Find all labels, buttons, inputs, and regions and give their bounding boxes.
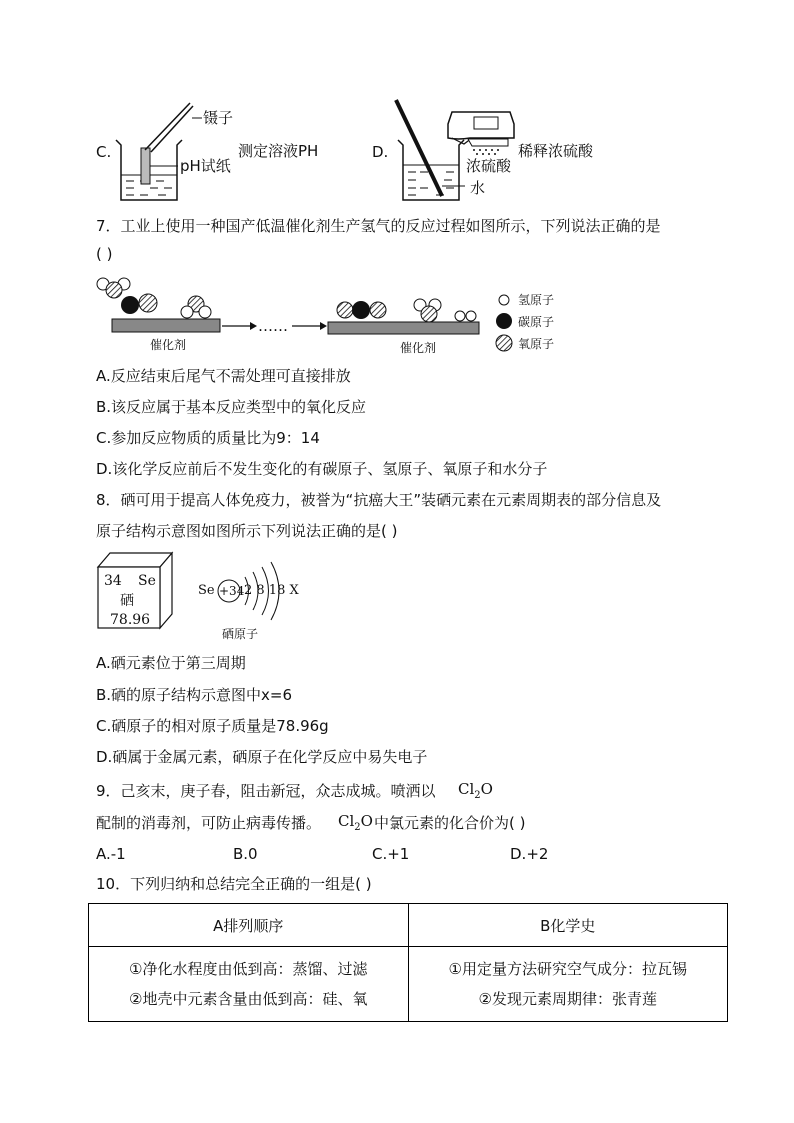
- q9-option-c: C.+1: [372, 845, 410, 863]
- q9-option-a: A.-1: [96, 845, 126, 863]
- table-header-b: B化学史: [408, 904, 728, 947]
- q7-option-c: C.参加反应物质的质量比为9：14: [96, 429, 320, 447]
- q8-stem-line2: 原子结构示意图如图所示下列说法正确的是( ): [96, 522, 398, 540]
- formula-cl2o-2: $Cl_2O$: [338, 812, 373, 833]
- cell-b-item-2: ②发现元素周期律：张青莲: [478, 990, 657, 1008]
- q9-option-b: B.0: [233, 845, 258, 863]
- cell-b-item-1: ①用定量方法研究空气成分：拉瓦锡: [448, 960, 687, 978]
- electron-shells: 2 8 18 X: [244, 583, 299, 598]
- cell-a-item-2: ②地壳中元素含量由低到高：硅、氧: [129, 990, 368, 1008]
- q7-answer-paren: ( ): [96, 245, 113, 263]
- q10-stem: 10．下列归纳和总结完全正确的一组是( ): [96, 875, 372, 893]
- q8-option-c: C.硒原子的相对原子质量是78.96g: [96, 717, 329, 735]
- q9-option-d: D.+2: [510, 845, 549, 863]
- table-cell-b: [408, 947, 728, 1022]
- q8-option-b: B.硒的原子结构示意图中x=6: [96, 686, 293, 704]
- water-label: 水: [470, 179, 486, 197]
- ph-paper-label: pH试纸: [180, 157, 231, 175]
- catalyst-label-right: 催化剂: [400, 341, 437, 355]
- q7-option-a: A.反应结束后尾气不需处理可直接排放: [96, 367, 351, 385]
- q9-line2a: 配制的消毒剂，可防止病毒传播。: [96, 814, 322, 832]
- atomic-number: 34: [104, 573, 122, 589]
- acid-label: 浓硫酸: [466, 157, 512, 175]
- catalyst-label-left: 催化剂: [150, 338, 187, 352]
- legend-oxygen: 氧原子: [518, 337, 555, 351]
- cell-a-item-1: ①净化水程度由低到高：蒸馏、过滤: [129, 960, 368, 978]
- q8-option-d: D.硒属于金属元素，硒原子在化学反应中易失电子: [96, 748, 428, 766]
- table-header-a: A排列顺序: [89, 904, 409, 947]
- legend-carbon: 碳原子: [518, 315, 555, 329]
- element-name: 硒: [120, 593, 134, 609]
- option-c-caption: 测定溶液PH: [238, 142, 319, 160]
- option-d-caption: 稀释浓硫酸: [518, 142, 594, 160]
- formula-cl2o-1: $Cl_2O$: [458, 780, 493, 801]
- q8-option-a: A.硒元素位于第三周期: [96, 654, 246, 672]
- q7-option-b: B.该反应属于基本反应类型中的氧化反应: [96, 398, 367, 416]
- ellipsis: ……: [258, 317, 288, 335]
- option-d-letter: D.: [372, 143, 389, 161]
- nucleus-charge: +34: [219, 584, 245, 598]
- atom-caption: 硒原子: [222, 627, 259, 641]
- q9-line2b: 中氯元素的化合价为( ): [374, 814, 526, 832]
- tweezers-label: 镊子: [203, 109, 234, 127]
- q8-stem-line1: 8．硒可用于提高人体免疫力，被誉为“抗癌大王”装硒元素在元素周期表的部分信息及: [96, 491, 662, 509]
- summary-table: [88, 903, 728, 1022]
- q9-line1: 9．己亥末，庚子春，阻击新冠，众志成城。喷洒以: [96, 782, 436, 800]
- element-symbol: Se: [138, 573, 156, 589]
- legend-hydrogen: 氢原子: [518, 293, 555, 307]
- atomic-mass: 78.96: [110, 612, 151, 628]
- atom-symbol: Se: [198, 583, 215, 598]
- q7-stem: 7．工业上使用一种国产低温催化剂生产氢气的反应过程如图所示，下列说法正确的是: [96, 217, 661, 235]
- table-cell-a: [89, 947, 409, 1022]
- option-c-letter: C.: [96, 143, 112, 161]
- q7-option-d: D.该化学反应前后不发生变化的有碳原子、氢原子、氧原子和水分子: [96, 460, 548, 478]
